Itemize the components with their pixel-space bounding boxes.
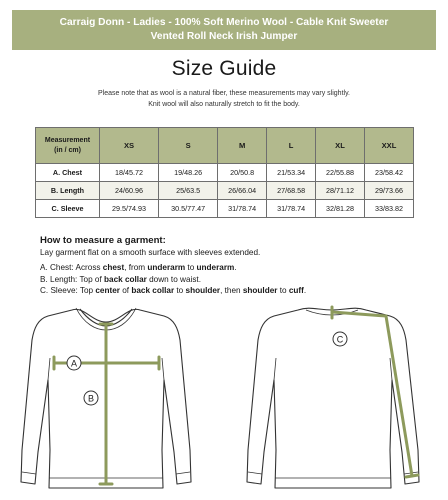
measurement-header-line-1: Measurement — [44, 137, 91, 144]
table-cell: 18/45.72 — [100, 164, 159, 182]
page-title: Size Guide — [171, 57, 277, 80]
row-label: C. Sleeve — [36, 200, 100, 218]
table-cell: 20/50.8 — [218, 164, 267, 182]
measurement-header — [36, 128, 100, 164]
step-emphasis: cuff — [288, 286, 304, 295]
product-banner — [12, 10, 436, 50]
howto-subheading: Lay garment flat on a smooth surface with sleeves extended. — [40, 247, 261, 257]
banner-line-1: Carraig Donn - Ladies - 100% Soft Merino Wool - Cable Knit Sweeter — [59, 17, 389, 28]
back-garment-diagram — [236, 300, 436, 495]
step-text: A. Chest: Across — [40, 263, 103, 272]
step-emphasis: underarm — [147, 263, 186, 272]
note-line-2: Knit wool will also naturally stretch to fit the body. — [148, 101, 300, 108]
table-row — [36, 182, 414, 200]
table-cell: 24/60.96 — [100, 182, 159, 200]
step-emphasis: back collar — [131, 286, 175, 295]
row-label: B. Length — [36, 182, 100, 200]
step-text: . — [303, 286, 307, 295]
table-cell: 29.5/74.93 — [100, 200, 159, 218]
step-emphasis: chest — [102, 263, 125, 272]
howto-heading: How to measure a garment: — [40, 235, 166, 246]
marker-c — [333, 332, 347, 346]
banner-line-2: Vented Roll Neck Irish Jumper — [150, 31, 298, 42]
step-emphasis: shoulder — [185, 286, 221, 295]
step-length — [40, 274, 420, 286]
table-cell: 21/53.34 — [267, 164, 316, 182]
table-cell: 29/73.66 — [365, 182, 414, 200]
sweater-back-outline — [247, 308, 419, 488]
size-header: S — [159, 128, 218, 164]
step-text: C. Sleeve: Top — [40, 286, 96, 295]
step-emphasis: center — [95, 286, 120, 295]
step-text: . — [234, 263, 237, 272]
marker-c-label: C — [336, 334, 344, 345]
table-cell: 32/81.28 — [316, 200, 365, 218]
step-text: , from — [124, 263, 148, 272]
front-garment-diagram — [14, 300, 194, 495]
size-header: XXL — [365, 128, 414, 164]
howto-steps — [40, 262, 420, 297]
table-cell: 26/66.04 — [218, 182, 267, 200]
table-cell: 31/78.74 — [267, 200, 316, 218]
row-label: A. Chest — [36, 164, 100, 182]
table-cell: 33/83.82 — [365, 200, 414, 218]
table-row — [36, 200, 414, 218]
table-cell: 30.5/77.47 — [159, 200, 218, 218]
table-row — [36, 164, 414, 182]
step-sleeve — [40, 285, 420, 297]
size-header: XS — [100, 128, 159, 164]
step-emphasis: underarm — [196, 263, 235, 272]
measurement-header-line-2: (in / cm) — [54, 146, 81, 154]
table-cell: 28/71.12 — [316, 182, 365, 200]
table-cell: 31/78.74 — [218, 200, 267, 218]
step-text: to — [277, 286, 289, 295]
step-text: down to waist. — [146, 274, 201, 284]
marker-a-label: A — [70, 358, 78, 369]
table-cell: 27/68.58 — [267, 182, 316, 200]
size-header: L — [267, 128, 316, 164]
measure-instructions — [40, 235, 420, 297]
table-cell: 19/48.26 — [159, 164, 218, 182]
step-text: to — [185, 263, 197, 272]
step-chest — [40, 262, 420, 274]
marker-b — [84, 391, 98, 405]
size-table-header — [36, 128, 414, 164]
table-cell: 22/55.88 — [316, 164, 365, 182]
step-emphasis: shoulder — [242, 286, 278, 295]
step-text: of — [119, 286, 132, 295]
size-header: M — [218, 128, 267, 164]
table-cell: 25/63.5 — [159, 182, 218, 200]
size-table — [35, 127, 414, 218]
marker-a — [67, 356, 81, 370]
step-text: , then — [220, 286, 243, 295]
size-header: XL — [316, 128, 365, 164]
step-text: B. Length: Top of — [40, 274, 105, 284]
note-line-1: Please note that as wool is a natural fiber, these measurements may vary slightly. — [98, 90, 350, 97]
step-text: to — [174, 286, 186, 295]
marker-b-label: B — [87, 393, 95, 404]
wool-note — [0, 88, 448, 110]
step-emphasis: back collar — [104, 274, 147, 284]
table-cell: 23/58.42 — [365, 164, 414, 182]
